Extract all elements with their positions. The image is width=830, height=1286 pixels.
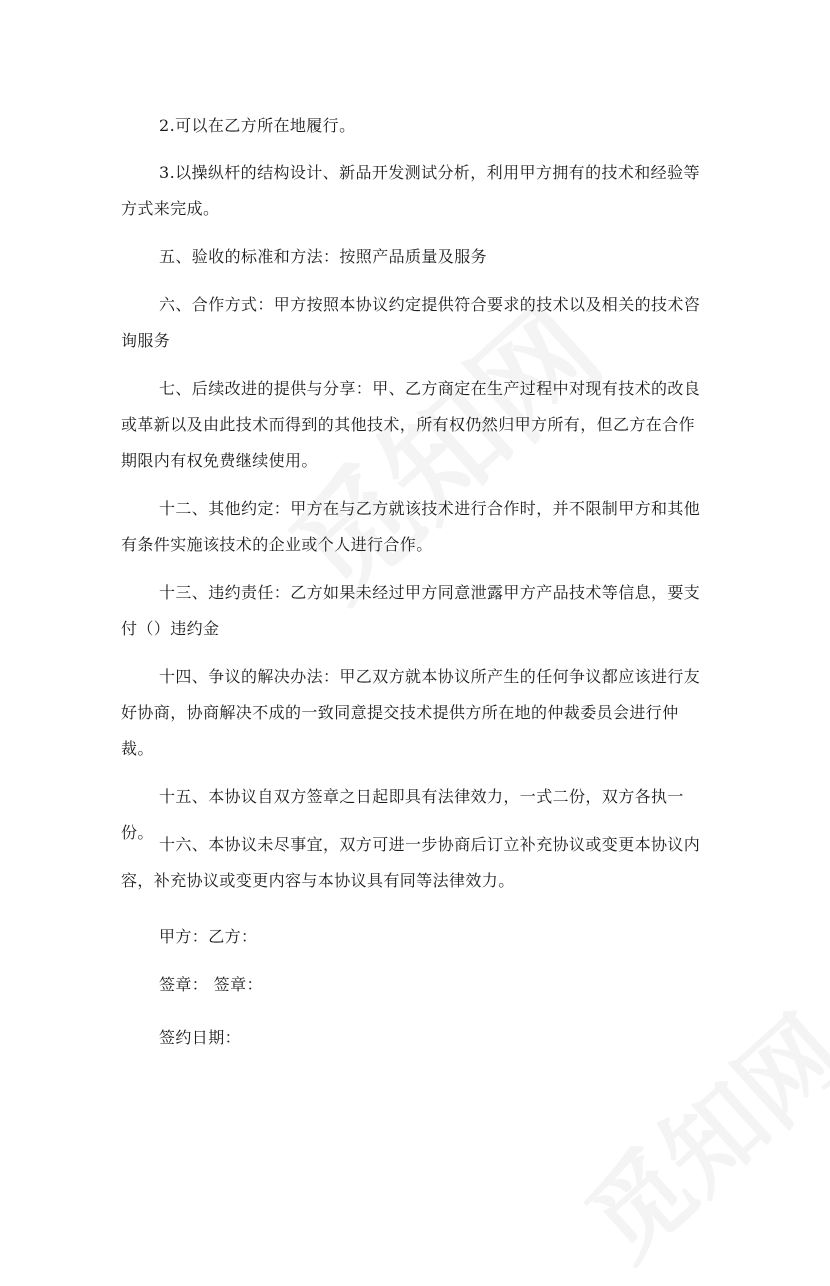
paragraph-clause-2: 2.可以在乙方所在地履行。 bbox=[159, 116, 356, 135]
paragraph-supplementary: 十六、本协议未尽事宜，双方可进一步协商后订立补充协议或变更本协议内容，补充协议或变更内容与本协议具有同等法律效力。 bbox=[121, 835, 701, 890]
paragraph-breach-liability: 十三、违约责任：乙方如果未经过甲方同意泄露甲方产品技术等信息，要支付（）违约金 bbox=[121, 583, 701, 638]
paragraph-dispute-resolution: 十四、争议的解决办法：甲乙双方就本协议所产生的任何争议都应该进行友好协商，协商解决不成的一致同意提交技术提供方所在地的仲裁委员会进行仲裁。 bbox=[121, 667, 701, 758]
paragraph-legal-effect: 十五、本协议自双方签章之日起即具有法律效力，一式二份，双方各执一份。 bbox=[121, 787, 684, 842]
paragraph-acceptance-standard: 五、验收的标准和方法：按照产品质量及服务 bbox=[159, 247, 488, 266]
signing-date-line: 签约日期： bbox=[159, 1028, 242, 1047]
paragraph-clause-3: 3.以操纵杆的结构设计、新品开发测试分析，利用甲方拥有的技术和经验等方式来完成。 bbox=[121, 163, 700, 218]
paragraph-other-agreements: 十二、其他约定：甲方在与乙方就该技术进行合作时，并不限制甲方和其他有条件实施该技术的企业或个人进行合作。 bbox=[121, 499, 701, 554]
paragraph-cooperation-method: 六、合作方式：甲方按照本协议约定提供符合要求的技术以及相关的技术咨询服务 bbox=[121, 295, 701, 350]
paragraph-improvement-sharing: 七、后续改进的提供与分享：甲、乙方商定在生产过程中对现有技术的改良或革新以及由此技术而得到的其他技术，所有权仍然归甲方所有，但乙方在合作期限内有权免费继续使用。 bbox=[121, 379, 701, 470]
party-names-line: 甲方：乙方： bbox=[159, 927, 258, 946]
signature-line: 签章： 签章： bbox=[159, 975, 263, 994]
